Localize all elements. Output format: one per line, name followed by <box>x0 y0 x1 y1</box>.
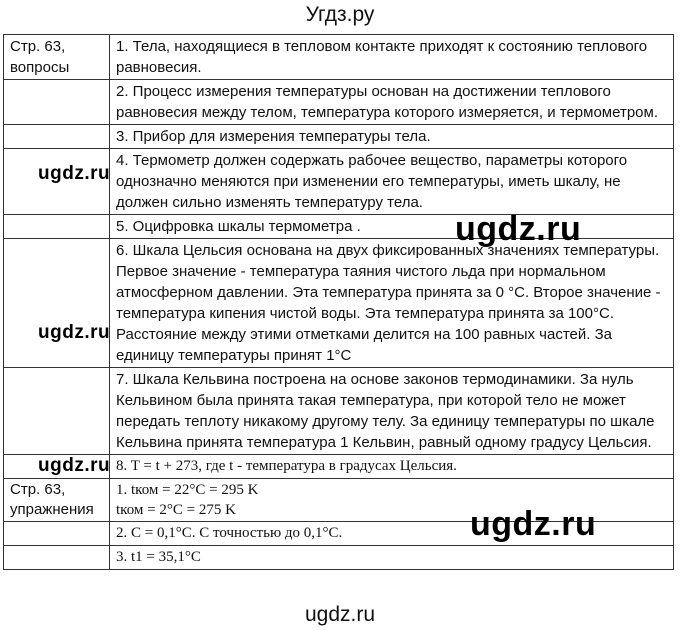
answer-cell: 3. Прибор для измерения температуры тела. <box>110 125 674 149</box>
site-footer-text: ugdz.ru <box>304 603 376 626</box>
watermark: ugdz.ru <box>470 505 597 543</box>
section-cell <box>4 215 110 239</box>
table-row <box>4 239 674 368</box>
watermark: ugdz.ru <box>455 210 582 248</box>
watermark: ugdz.ru <box>38 455 111 476</box>
answer-line: 1. tком = 22°C = 295 K <box>116 482 259 498</box>
answer-cell: 5. Оцифровка шкалы термометра . <box>110 215 674 239</box>
section-cell <box>4 239 110 368</box>
watermark: ugdz.ru <box>38 322 111 343</box>
section-cell: Стр. 63, упражнения <box>4 479 110 522</box>
section-cell: Стр. 63, вопросы <box>4 35 110 80</box>
watermark: ugdz.ru <box>38 163 111 184</box>
table-row <box>4 35 674 80</box>
answer-cell: 4. Термометр должен содержать рабочее вещество, параметры которого однозначно меняются при изменении его температуры, иметь шкалу, не должен сильно изменять температуру тела. <box>110 149 674 215</box>
answer-cell: 3. t1 = 35,1°C <box>110 546 674 570</box>
table-row <box>4 80 674 125</box>
answer-line: tком = 2°C = 275 K <box>116 502 236 518</box>
table-row <box>4 368 674 455</box>
section-cell <box>4 368 110 455</box>
answer-cell: 6. Шкала Цельсия основана на двух фиксированных значениях температуры. Первое значение - температура таяния чистого льда при нормальном атмосферном давлении. Эта температура принята за 0 °C. Второе значение - температура кипения чистой воды. Эта температура принята за 100°C. Расстояние между этими отметками делится на 100 равных частей. За единицу температуры принят 1°C <box>110 239 674 368</box>
answer-cell: 2. C = 0,1°C. С точностью до 0,1°C. <box>110 522 674 546</box>
answer-cell: 2. Процесс измерения температуры основан на достижении теплового равновесия между телом, температура которого измеряется, и термометром. <box>110 80 674 125</box>
site-header-title: Угдз.ру <box>305 3 375 26</box>
table-row <box>4 125 674 149</box>
section-cell <box>4 125 110 149</box>
answer-cell: 1. Тела, находящиеся в тепловом контакте приходят к состоянию теплового равновесия. <box>110 35 674 80</box>
answer-cell: 7. Шкала Кельвина построена на основе законов термодинамики. За нуль Кельвином была принята такая температура, при которой тело не может передать теплоту никакому другому телу. За единицу температуры по шкале Кельвина принята температура 1 Кельвин, равный одному градусу Цельсия. <box>110 368 674 455</box>
section-cell <box>4 522 110 546</box>
solutions-table <box>3 34 674 570</box>
section-cell <box>4 80 110 125</box>
table-row <box>4 546 674 570</box>
section-cell <box>4 546 110 570</box>
answer-cell: 8. T = t + 273, где t - температура в градусах Цельсия. <box>110 455 674 479</box>
